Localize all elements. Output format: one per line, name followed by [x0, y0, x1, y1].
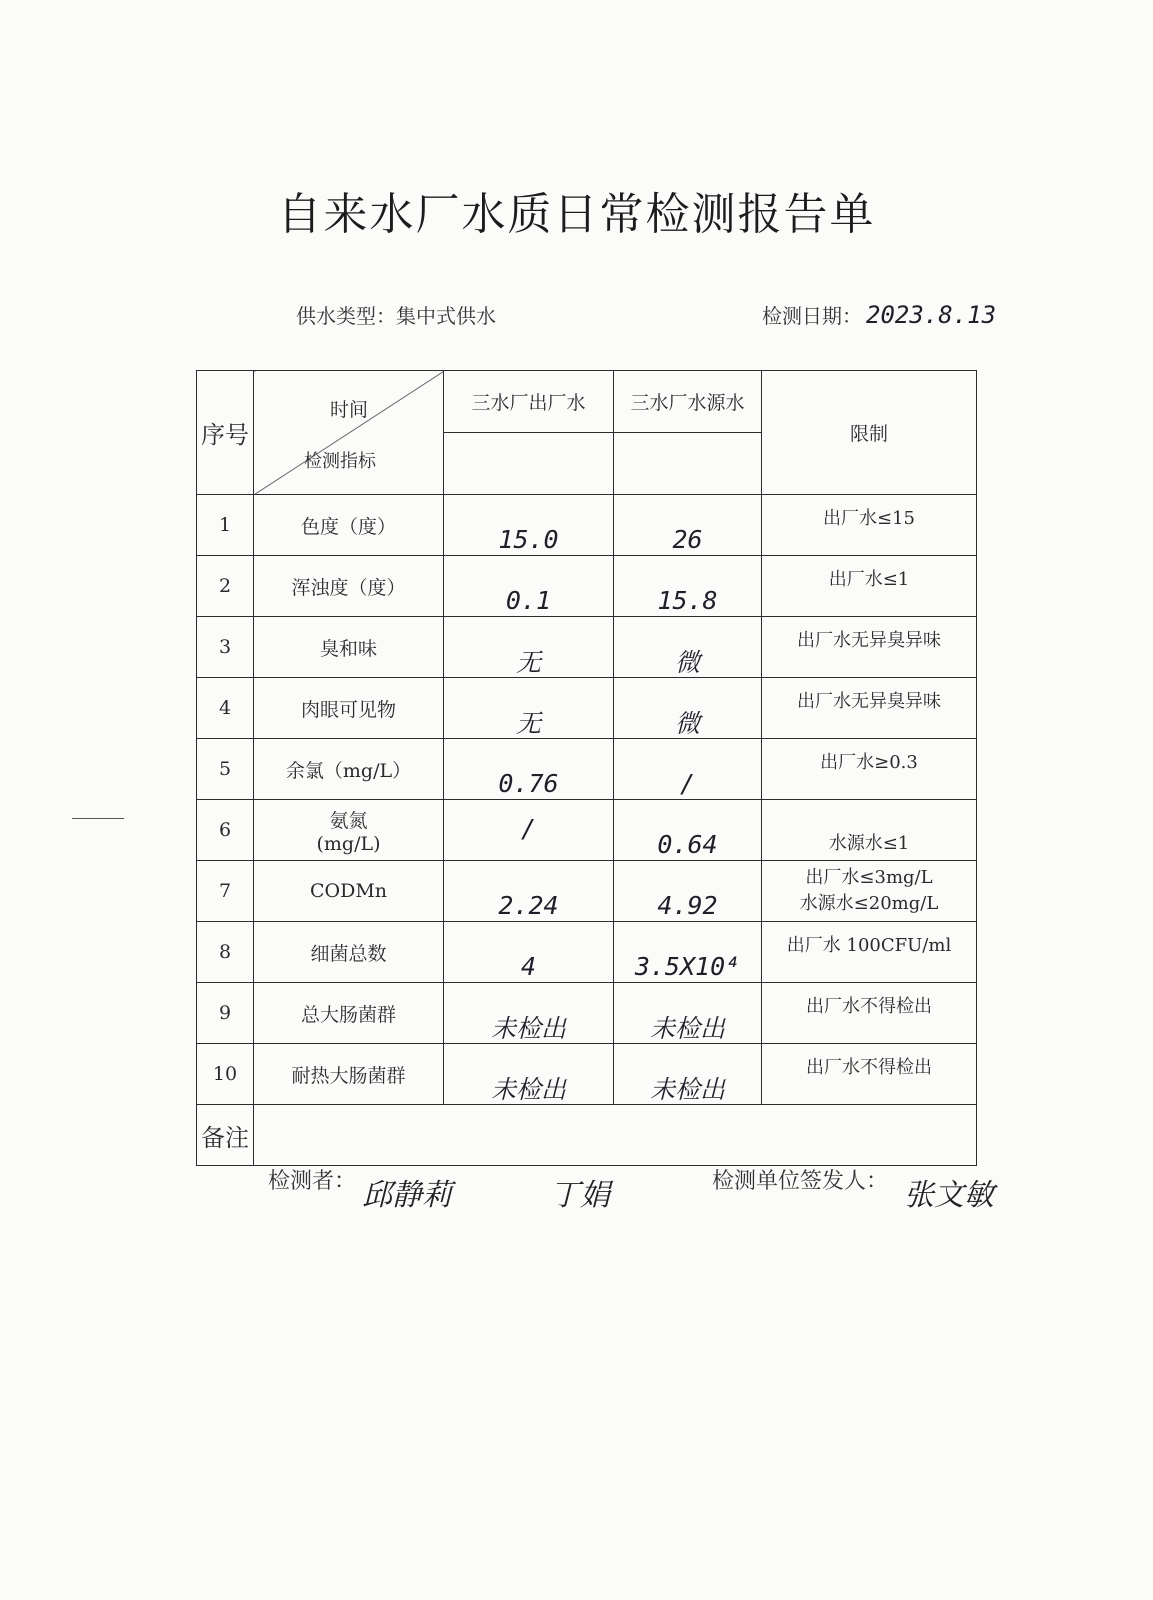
row-value-outflow: 2.24	[444, 861, 614, 922]
row-limit: 出厂水≤3mg/L 水源水≤20mg/L	[762, 861, 977, 922]
row-no: 4	[197, 678, 254, 739]
row-value-source: 微	[614, 678, 762, 739]
row-no: 2	[197, 556, 254, 617]
margin-mark	[72, 818, 124, 819]
table-row	[197, 678, 977, 739]
row-value-source: 未检出	[614, 1044, 762, 1105]
row-value-source: 26	[614, 495, 762, 556]
row-indicator-line2: (mg/L)	[316, 832, 381, 855]
row-value-outflow: 0.1	[444, 556, 614, 617]
header-col2: 三水厂水源水	[614, 371, 762, 433]
table-row	[197, 861, 977, 922]
row-limit: 出厂水不得检出	[762, 983, 977, 1044]
row-value-outflow: 15.0	[444, 495, 614, 556]
row-value-source: 3.5X10⁴	[614, 922, 762, 983]
row-value-source: 4.92	[614, 861, 762, 922]
table-row	[197, 922, 977, 983]
row-no: 3	[197, 617, 254, 678]
supply-type-label: 供水类型：	[296, 304, 396, 328]
table-row	[197, 983, 977, 1044]
remark-label: 备注	[197, 1105, 254, 1166]
header-time: 时间	[330, 399, 369, 421]
issuer-signature: 张文敏	[904, 1178, 994, 1213]
row-no: 6	[197, 800, 254, 861]
row-no: 1	[197, 495, 254, 556]
row-value-outflow: 无	[444, 617, 614, 678]
table-row	[197, 739, 977, 800]
test-date-label: 检测日期：	[762, 304, 862, 328]
row-indicator-line1: 氨氮	[329, 809, 368, 832]
row-value-outflow: 未检出	[444, 1044, 614, 1105]
tester-label: 检测者：	[268, 1169, 357, 1194]
header-seq: 序号	[197, 371, 254, 495]
row-indicator: 肉眼可见物	[254, 678, 444, 739]
row-value-outflow: 4	[444, 922, 614, 983]
row-indicator: 余氯（mg/L）	[254, 739, 444, 800]
row-indicator: 总大肠菌群	[254, 983, 444, 1044]
header-limit: 限制	[762, 371, 977, 495]
row-value-source: /	[614, 739, 762, 800]
header-diagonal-cell	[254, 371, 444, 495]
table-row	[197, 1044, 977, 1105]
row-value-outflow: 无	[444, 678, 614, 739]
remark-value	[254, 1105, 977, 1166]
tester1-signature: 邱静莉	[362, 1178, 452, 1213]
report-table	[196, 370, 977, 1166]
row-indicator: CODMn	[254, 861, 444, 922]
row-limit: 出厂水无异臭异味	[762, 617, 977, 678]
header-col2-blank	[614, 433, 762, 495]
header-col1: 三水厂出厂水	[444, 371, 614, 433]
row-no: 7	[197, 861, 254, 922]
header-indicator: 检测指标	[304, 451, 376, 472]
table-row	[197, 617, 977, 678]
row-limit: 出厂水无异臭异味	[762, 678, 977, 739]
issuer-label: 检测单位签发人：	[712, 1169, 889, 1194]
row-indicator: 细菌总数	[254, 922, 444, 983]
remark-row	[197, 1105, 977, 1166]
row-value-source: 微	[614, 617, 762, 678]
row-no: 5	[197, 739, 254, 800]
row-limit: 水源水≤1	[762, 800, 977, 861]
row-no: 8	[197, 922, 254, 983]
row-value-source: 0.64	[614, 800, 762, 861]
row-value-source: 15.8	[614, 556, 762, 617]
test-date	[762, 300, 996, 329]
row-indicator: 浑浊度（度）	[254, 556, 444, 617]
table-row	[197, 495, 977, 556]
row-indicator: 耐热大肠菌群	[254, 1044, 444, 1105]
row-value-outflow: 0.76	[444, 739, 614, 800]
supply-type-value: 集中式供水	[396, 304, 496, 328]
row-limit: 出厂水≤15	[762, 495, 977, 556]
row-no: 9	[197, 983, 254, 1044]
header-col1-blank	[444, 433, 614, 495]
tester2-signature: 丁娟	[550, 1178, 610, 1213]
row-value-source: 未检出	[614, 983, 762, 1044]
row-limit: 出厂水≤1	[762, 556, 977, 617]
row-limit: 出厂水 100CFU/ml	[762, 922, 977, 983]
row-indicator	[254, 800, 444, 861]
row-no: 10	[197, 1044, 254, 1105]
table-row	[197, 800, 977, 861]
supply-type	[296, 300, 496, 329]
row-limit: 出厂水≥0.3	[762, 739, 977, 800]
row-indicator: 臭和味	[254, 617, 444, 678]
row-value-outflow: 未检出	[444, 983, 614, 1044]
test-date-value: 2023.8.13	[866, 301, 997, 329]
row-limit: 出厂水不得检出	[762, 1044, 977, 1105]
table-row	[197, 556, 977, 617]
row-indicator: 色度（度）	[254, 495, 444, 556]
row-value-outflow: /	[444, 800, 614, 861]
page-title: 自来水厂水质日常检测报告单	[277, 189, 876, 240]
